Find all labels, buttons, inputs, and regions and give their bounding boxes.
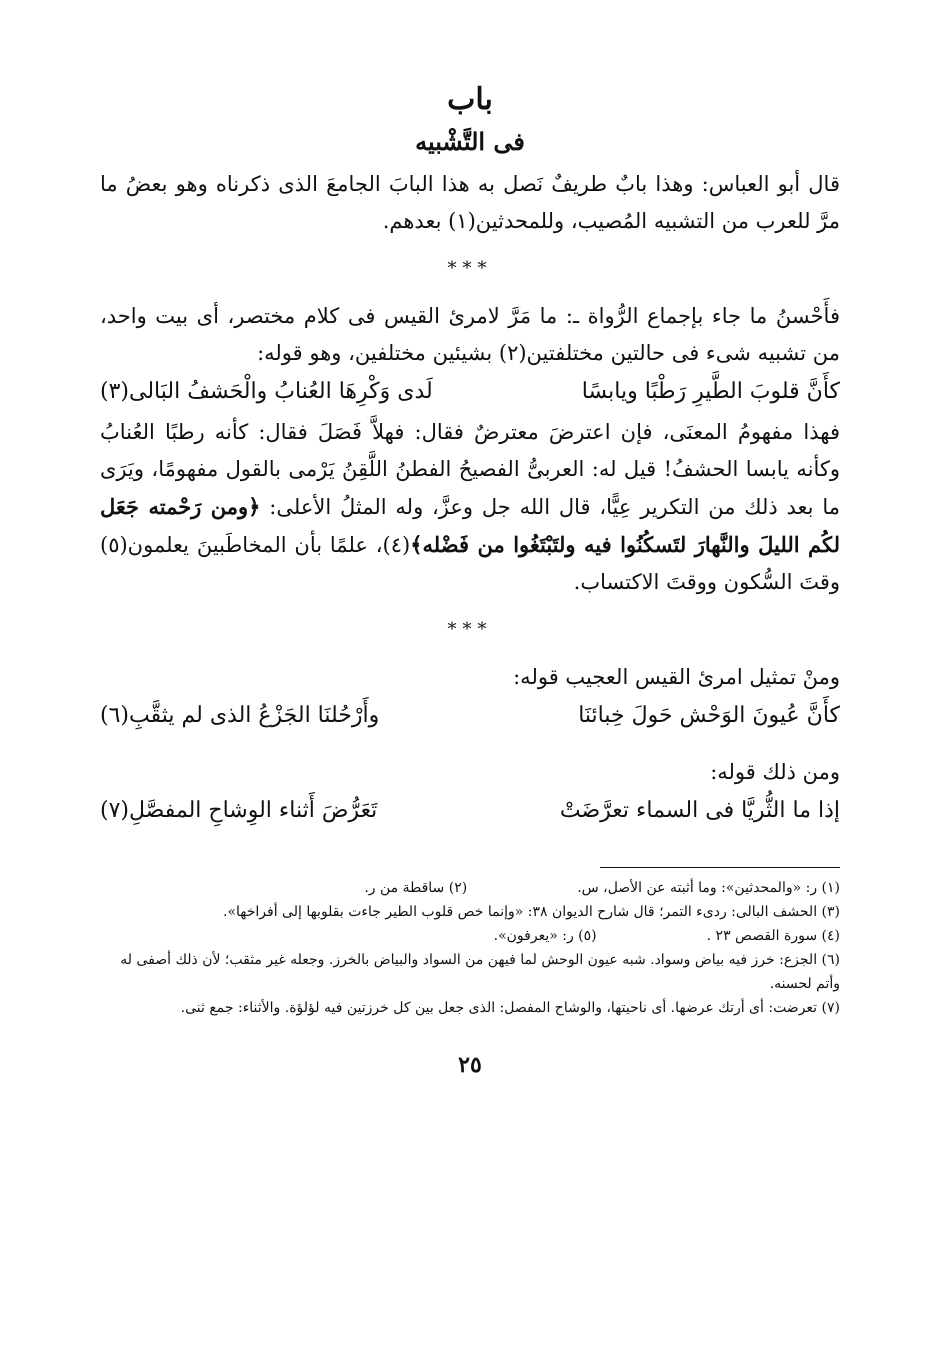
- paragraph-2-tail: (٤)، علمًا بأن المخاطَبينَ يعلمون(٥) وقتَ السُّكون ووقتَ الاكتساب.: [100, 533, 840, 594]
- intro-paragraph: قال أبو العباس: وهذا بابٌ طريفٌ نَصل به هذا البابَ الجامعَ الذى ذكرناه وهو بعضُ ما مرَّ للعرب من التشبيه المُصيب، وللمحدثين(١) بعدهم.: [100, 172, 840, 233]
- footnote-row-1: [100, 876, 840, 900]
- book-page: [100, 70, 840, 1078]
- verse-2-second-hemistich: وأَرْحُلنَا الجَزْعُ الذى لم يثقَّبِ(٦): [100, 703, 380, 728]
- footnote-7: (٧) تعرضت: أى أرتك عرضها. أى ناحيتها، والوشاح المفصل: الذى جعل بين كل خرزتين فيه لؤلؤة. والأثناء: جمع ثنى.: [180, 1000, 840, 1016]
- paragraph-1: فأَحْسنُ ما جاء بإجماع الرُّواة ـ: ما مَرَّ لامرئ القيس فى كلام مختصر، أى بيت واحد، من تشبيه شىء فى حالتين مختلفتين(٢) بشيئين مختلفين، وهو قوله:: [100, 304, 840, 365]
- paragraph-3: ومنْ تمثيل امرئ القيس العجيب قوله:: [513, 665, 840, 689]
- chapter-subtitle: فى التَّشْبيه: [415, 127, 525, 156]
- footnote-5: (٥) ر: «يعرفون».: [493, 928, 597, 944]
- section-separator: ***: [447, 258, 493, 279]
- footnote-divider: [600, 867, 840, 868]
- paragraph-2: [100, 414, 840, 601]
- footnote-3: (٣) الحشف البالى: ردىء التمر؛ قال شارح الديوان ٣٨: «وإنما خص قلوب الطير جاءت بقلوبها إلى أفراخها».: [223, 904, 840, 920]
- footnote-2: (٢) ساقطة من ر.: [364, 880, 468, 896]
- footnote-4: (٤) سورة القصص ٢٣ .: [706, 928, 840, 944]
- footnote-row-2: [100, 924, 840, 948]
- paragraph-2-text: فهذا مفهومُ المعنَى، فإن اعترضَ معترضٌ فقال: فهلاَّ فَصَلَ فقال: كأنه رطبًا العُنابُ وكأنه يابسا الحشفُ! قيل له: العربىُّ الفصيحُ الفطنُ اللَّقِنُ يَرْمى بالقول مفهومًا، ويَرَى ما بعد ذلك من التكرير عِيًّا، قال الله جل وعزَّ، وله المثلُ الأعلى:: [100, 420, 840, 519]
- footnote-6: (٦) الجزع: خرز فيه بياض وسواد. شبه عيون الوحش لما فيهن من السواد والبياض بالخرز. وجعله غير مثقب؛ لأن ذلك أصفى له وأتم لحسنه.: [120, 952, 840, 992]
- verse-1: [100, 372, 840, 412]
- page-number: ٢٥: [458, 1052, 482, 1078]
- verse-1-second-hemistich: لَدى وَكْرِهَا العُنابُ والْحَشفُ البَالى(٣): [100, 379, 433, 404]
- verse-3: [100, 791, 840, 831]
- chapter-title: باب: [447, 82, 493, 117]
- section-separator-2: ***: [447, 619, 493, 640]
- quran-quote: ﴿ومن رَحْمته جَعَل لكُم الليلَ والنَّهارَ لتَسكُنُوا فيه ولتَبْتَغُوا من فَضْله﴾: [100, 494, 840, 557]
- verse-2-first-hemistich: كأَنَّ عُيونَ الوَحْش حَولَ خِبائنَا: [578, 703, 840, 728]
- paragraph-4: ومن ذلك قوله:: [710, 760, 840, 784]
- verse-3-first-hemistich: إذا ما الثُّريَّا فى السماء تعرَّضَتْ: [559, 798, 840, 823]
- footnote-1: (١) ر: «والمحدثين»: وما أثبته عن الأصل، س.: [577, 880, 840, 896]
- verse-1-first-hemistich: كأَنَّ قلوبَ الطَّيرِ رَطْبًا ويابسًا: [581, 379, 840, 404]
- verse-2: [100, 696, 840, 736]
- verse-3-second-hemistich: تَعَرُّضَ أَثناء الوِشاحِ المفصَّلِ(٧): [100, 798, 378, 823]
